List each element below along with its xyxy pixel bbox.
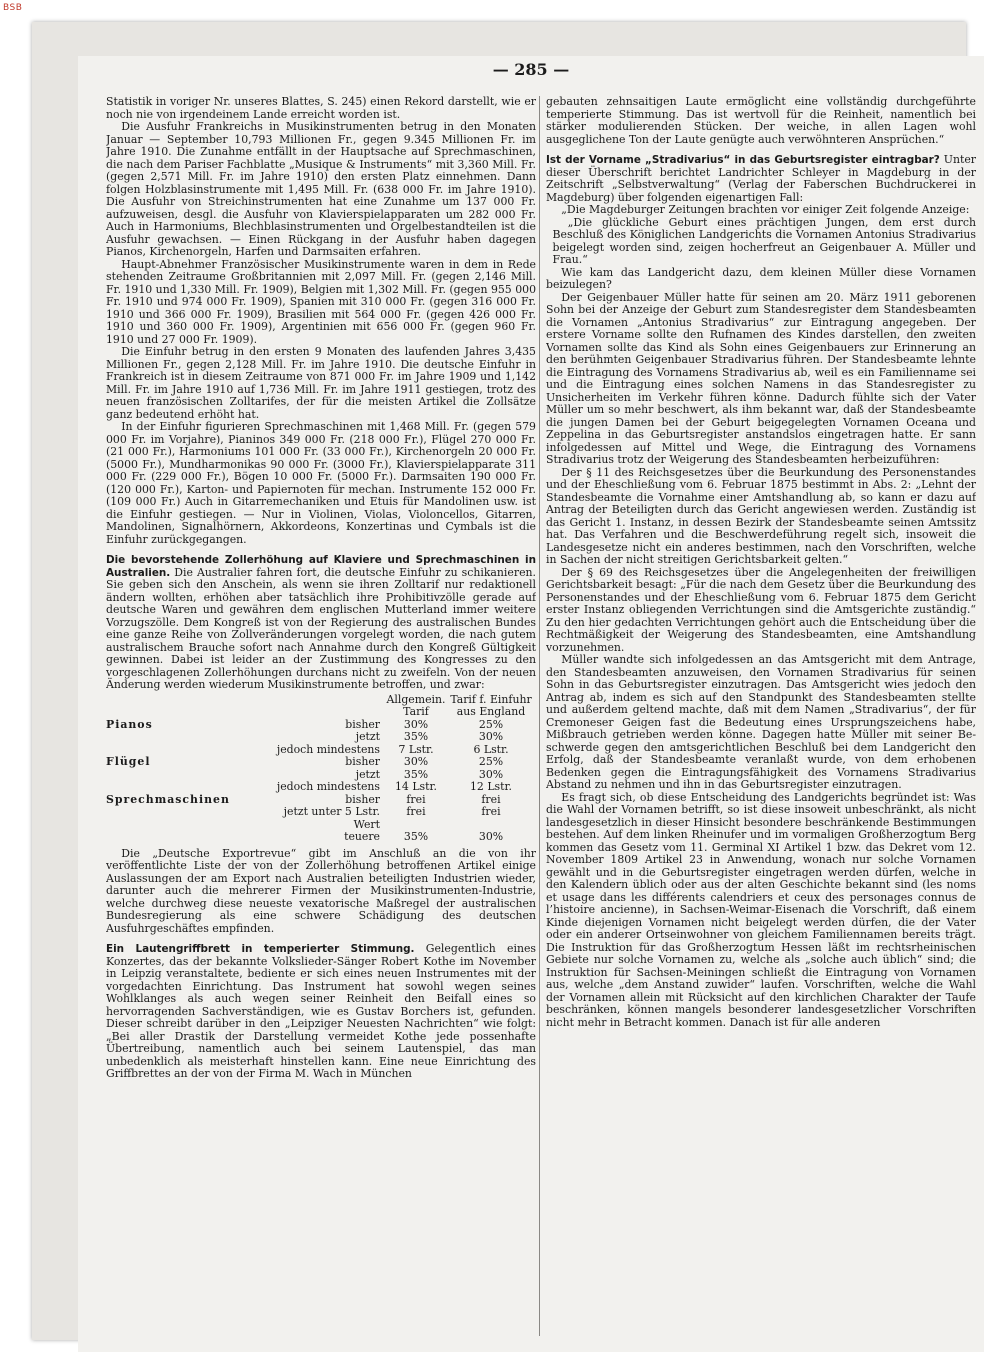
article-body-australia: Die Australier fahren fort, die deutsche Einfuhr zu schikanieren. Sie geben sich den Anschein, als wenn sie ihren Zolltarif nur redaktionell ändern wollten, erhöhen aber tatsächlich ihre Prohibitivzölle gerade auf deutsche Waren und gewähren dem englischen Mutterland immer weitere Vorzugszölle. Dem Kongreß ist von der Regierung des australischen Bundes eine ganze Reihe von Zollveränderungen vorgelegt worden, die nach gutem australischem Brauche sofort nach Annahme durch den Kongreß Gültigkeit gewinnen. Dabei ist leider an der Zustimmung des Kongresses zu den vorgeschlagenen Zollerhöhungen durchans nicht zu zweifeln. Von der neuen Änderung werden wiederum Musikinstrumente betroffen, und zwar: xyxy=(106,565,536,691)
paragraph-einfuhr-details: In der Einfuhr figurieren Sprechmaschinen mit 1,468 Mill. Fr. (gegen 579 000 Fr. im Vorjahre), Pianinos 349 000 Fr. (218 000 Fr.), Flügel 270 000 Fr. (21 000 Fr.), Harmoniums 101 000 Fr. (33 000 Fr.), Kirchenorgeln 20 000 Fr. (5000 Fr.), Mundharmonikas 90 000 Fr. (3000 Fr.), Klavierspielapparate 311 000 Fr. (229 000 Fr.), Bögen 10 000 Fr. (5000 Fr.). Darmsaiten 190 000 Fr. (120 000 Fr.), Karton- und Papiernoten für mechan. Instrumente 152 000 Fr. (109 000 Fr.) Auch in Gitarremechaniken und Etuis für Mandolinen usw. ist die Einfuhr gestiegen. — Nur in Violinen, Violas, Violoncellos, Gitarren, Mandolinen, Signalhörnern, Akkordeons, Konzertinas und Cymbals ist die Einfuhr zurückgegangen. xyxy=(106,420,536,546)
tariff-item xyxy=(106,806,256,831)
tariff-general: frei xyxy=(406,792,426,806)
article-australia xyxy=(106,554,536,692)
tariff-general: 30% xyxy=(403,717,429,731)
tariff-item: Sprechmaschinen xyxy=(106,792,230,806)
tariff-england: 12 Lstr. xyxy=(470,780,512,793)
paragraph-exportrevue: Die „Deutsche Exportrevue“ gibt im Anschluß an die von ihr veröffentlichte Liste der von der Zollerhöhung betroffenen Artikel einige Auslassungen der am Export nach Australien beteiligten Industrien wieder, darunter auch die mehrerer Firmen der Musikinstrumenten-Industrie, welche durchweg diese neueste vexatorische Maßregel der australischen Bundesregierung als eine schwere Schädigung des deutschen Ausfuhrgeschäftes empfinden. xyxy=(106,846,536,935)
paragraph-ausfuhr: Die Ausfuhr Frankreichs in Musikinstrumenten betrug in den Monaten Januar — September 10,793 Millionen Fr., gegen 9.345 Millionen Fr. im Jahre 1910. Die Zunahme entfällt in der Hauptsache auf Sprechmaschinen, die nach dem Pariser Fachblatte „Musique & Instruments“ mit 3,360 Mill. Fr. (gegen 2,571 Mill. Fr. im Jahre 1910) den ersten Platz einnehmen. Dann folgen Holzblasinstrumente mit 1,495 Mill. Fr. (638 000 Fr. im Jahre 1910). Die Ausfuhr von Streichinstrumenten hat eine Zunahme um 137 000 Fr. aufzuweisen, desgl. die Ausfuhr von Klavierspielapparaten um 282 000 Fr. Auch in Harmoniums, Blechblasinstrumenten und Orgelbestandteilen ist die Ausfuhr gewachsen. — Einen Rückgang in der Ausfuhr haben dagegen Pianos, Kirchenorgeln, Harfen und Darmsaiten erfahren. xyxy=(106,120,536,258)
tariff-row xyxy=(106,781,536,794)
tariff-item: Pianos xyxy=(106,717,153,731)
tariff-condition: bisher xyxy=(345,792,380,806)
tariff-header-general-sub: Tarif xyxy=(403,705,429,718)
page-number: — 285 — xyxy=(492,60,570,79)
tariff-table xyxy=(106,694,536,844)
scanned-page xyxy=(32,22,976,1340)
tariff-england: 6 Lstr. xyxy=(473,742,509,756)
tariff-row xyxy=(106,719,536,732)
tariff-england: frei xyxy=(481,805,501,818)
page-sheet xyxy=(78,56,984,1352)
tariff-general: 30% xyxy=(403,755,429,768)
quote-birth-announcement: „Die glückliche Geburt eines prächtigen Jungen, dem erst durch Beschluß des Königlichen Landgerichts die Vornamen Antonius Stradivarius beigelegt worden sind, zeigen hocherfreut an Geigenbauer A. Müller und Frau.“ xyxy=(552,215,976,266)
tariff-header-row-2 xyxy=(106,706,536,719)
paragraph-geigenbauer-mueller: Der Geigenbauer Müller hatte für seinen am 20. März 1911 geborenen Sohn bei der Anzeige der Geburt zum Standesregister dem Standesbeamten die Vornamen „Antonius Stradivarius“ zur Eintragung angegeben. Der erstere Vorname sollte den Rufnamen des Kindes darstellen, den zweiten Vornamen sollte das Kind als Sohn eines Geigenbauers zur Erinnerung an den berühmten Geigenbauer Stradivarius führen. Der Standesbeamte lehnte die Eintragung des Vornamens Stradivarius ab, weil es ein Familienname sei und die Eintragung eines solchen Namens in das Standesregister zu Unsicherheiten im Verkehr führen könne. Dadurch fühlte sich der Vater Müller um so mehr beschwert, als ihm bekannt war, daß der Standesbeamte die jungen Damen bei der Geburt beigegelegten Vornamen Oceana und Zeppelina in das Geburtsregister anstandslos eingetragen hatte. Er sann infolgedessen auf Mittel und Wege, die Eintragung des Vornamens Stradivarius trotz der Weigerung des Standesbeamten herbeizuführen: xyxy=(546,290,976,466)
tariff-row xyxy=(106,831,536,844)
tariff-condition: teuere xyxy=(344,830,380,843)
tariff-condition: bisher xyxy=(345,717,380,731)
library-stamp-label: BSB xyxy=(3,3,23,13)
paragraph-einfuhr: Die Einfuhr betrug in den ersten 9 Monaten des laufenden Jahres 3,435 Millionen Fr., gegen 2,128 Mill. Fr. im Jahre 1910. Die deutsche Einfuhr in Frankreich ist in diesem Zeitraume von 871 000 Fr. im Jahre 1909 und 1,142 Mill. Fr. im Jahre 1910 auf 1,736 Mill. Fr. im Jahre 1911 gestiegen, trotz des neuen französischen Zolltarifes, der für die meisten Artikel die Zollsätze ganz bedeutend erhöht hat. xyxy=(106,345,536,421)
tariff-england: frei xyxy=(481,792,501,806)
tariff-item xyxy=(106,769,256,782)
article-body-stradivarius: Unter dieser Überschrift berichtet Landrichter Schleyer in Magdeburg in der Zeitschrift „Selbstverwaltung“ (Verlag der Faberschen Buchdruckerei in Magdeburg) über folgenden eigenartigen Fall: xyxy=(546,153,976,204)
paragraph-laute-continued: gebauten zehnsaitigen Laute ermöglicht eine vollständig durchgeführte temperierte Stimmung. Das ist wertvoll für die Reinheit, namentlich bei stärker modulierenden Stücken. Der weiche, in allen Lagen wohl ausgeglichene Ton der Laute genügte auch verwöhnteren Ansprüchen.“ xyxy=(546,96,976,146)
paragraph-magdeburger-zeitungen: „Die Magdeburger Zeitungen brachten vor einiger Zeit folgende Anzeige: xyxy=(561,203,970,216)
article-stradivarius xyxy=(546,154,976,204)
tariff-header-england-sub: aus England xyxy=(456,705,526,718)
tariff-england: 25% xyxy=(478,717,504,731)
tariff-general: 35% xyxy=(403,830,429,843)
paragraph-paragraph-11: Der § 11 des Reichsgesetzes über die Beurkundung des Personenstandes und der Eheschließung vom 6. Februar 1875 bestimmt in Abs. 2: „Lehnt der Standesbeamte die Vornahme einer Amtshandlung ab, so kann er dazu auf Antrag der Beteiligten durch das Gericht angewiesen werden. Zuständig ist das Gericht 1. Instanz, in dessen Bezirk der Standesbeamte seinen Amtssitz hat. Das Verfahren und die Beschwerdeführung regelt sich, insoweit die Landesgesetze nicht ein anderes bestimmen, nach den Vorschriften, welche in Sachen der nicht streitigen Gerichtsbarkeit gelten.“ xyxy=(546,465,976,566)
left-column xyxy=(106,96,536,1336)
tariff-condition: jetzt xyxy=(355,730,380,743)
tariff-england: 30% xyxy=(478,830,504,843)
paragraph-amtsgericht: Müller wandte sich infolgedessen an das Amtsgericht mit dem Antrage, den Standesbeamten anzuweisen, den Vornamen Stradivarius für seinen Sohn in das Geburtsregister einzutragen. Das Amtsgericht wies jedoch den Antrag ab, indem es sich auf den Standpunkt des Standesbeamten stellte und außerdem geltend machte, daß mit dem Namen „Stradivarius“, der für Cremoneser Geigen fast die Bedeutung eines Ursprungszeichens habe, Mißbrauch getrieben werden könne. Dagegen hatte Müller mit seiner Beschwerde gegen den amtsgerichtlichen Beschluß bei dem Landgericht den Erfolg, daß der Standesbeamte veranlaßt wurde, von dem erhobenen Bedenken gegen die Eintragungsfähigkeit des Vornamens Stradivarius Abstand zu nehmen und ihn in das Geburtsregister einzutragen. xyxy=(546,653,976,791)
article-heading-australia: Die bevorstehende Zollerhöhung auf Klaviere und Sprechmaschinen in Australien. xyxy=(106,554,536,579)
tariff-general: 7 Lstr. xyxy=(398,742,434,756)
tariff-england: 25% xyxy=(478,755,504,768)
tariff-general: 14 Lstr. xyxy=(395,780,437,793)
tariff-row xyxy=(106,756,536,769)
tariff-item xyxy=(106,781,256,794)
paragraph-haupt-abnehmer: Haupt-Abnehmer Französischer Musikinstrumente waren in dem in Rede stehenden Zeitraume Großbritannien mit 2,097 Mill. Fr. (gegen 2,146 Mill. Fr. 1910 und 1,330 Mill. Fr. 1909), Belgien mit 1,302 Mill. Fr. (gegen 955 000 Fr. 1910 und 974 000 Fr. 1909), Spanien mit 310 000 Fr. (gegen 316 000 Fr. 1910 und 366 000 Fr. 1909), Brasilien mit 564 000 Fr. (gegen 426 000 Fr. 1910 und 360 000 Fr. 1909), Argentinien mit 656 000 Fr. (gegen 960 Fr. 1910 und 27 000 Fr. 1909). xyxy=(106,257,536,346)
paragraph-statistik: Statistik in voriger Nr. unseres Blattes, S. 245) einen Rekord darstellt, wie er noch nie von irgendeinem Lande erreicht worden ist. xyxy=(106,96,536,121)
tariff-general: 35% xyxy=(403,730,429,743)
tariff-condition: jedoch mindestens xyxy=(276,742,380,756)
tariff-item xyxy=(106,731,256,744)
tariff-condition: bisher xyxy=(345,755,380,768)
column-divider xyxy=(539,96,540,1336)
tariff-general: frei xyxy=(406,805,426,818)
article-body-lautengriffbrett: Gelegentlich eines Konzertes, das der bekannte Volkslieder-Sänger Robert Kothe im November in Leipzig veranstaltete, bediente er sich eines neuen Instrumentes mit der vorgedachten Einrichtung. Das Instrument hat sowohl wegen seines Wohlklanges als auch wegen seiner Reinheit den Beifall eines so hervorragenden Sachverständigen, wie es Gustav Borchers ist, gefunden. Dieser schreibt darüber in den „Leipziger Neuesten Nachrichten“ wie folgt: „Bei aller Drastik der Darstellung vermeidet Kothe jede possenhafte Übertreibung, namentlich auch bei seinem Lautenspiel, das man unbedenklich als meisterhaft hinstellen kann. Eine neue Einrichtung des Griffbrettes an der von der Firma M. Wach in München xyxy=(106,942,536,1080)
tariff-item: Flügel xyxy=(106,755,151,768)
right-column xyxy=(546,96,976,1336)
tariff-condition: jedoch mindestens xyxy=(276,780,380,793)
tariff-condition: jetzt unter 5 Lstr. Wert xyxy=(283,805,380,831)
tariff-england: 30% xyxy=(478,730,504,743)
paragraph-entscheidung: Es fragt sich, ob diese Entscheidung des Landgerichts begründet ist: Was die Wahl der Vornamen betrifft, so ist diese insoweit unbeschränkt, als nicht landesgesetzlich in dieser Hinsicht besondere beschränkende Bestimmungen bestehen. Auf dem linken Rheinufer und im vormaligen Großherzogtum Berg kommen das Gesetz vom 11. Germinal XI Artikel 1 bzw. das Dekret vom 12. November 1809 Artikel 23 in Anwendung, wonach nur solche Vornamen gewählt und in die Geburtsregister eingetragen werden dürfen, welche in den Kalendern üblich oder aus der alten Geschichte bekannt sind (les noms et usage dans les différents calendriers et ceux des personages connus de l’histoire ancienne), in Sachsen-Weimar-Eisenach die Vorschrift, daß einem Kinde diejenigen Vornamen nicht beigelegt werden dürfen, die der Vater oder ein anderer Ortseinwohner von gleichem Familiennamen bereits trägt. Die Instruktion für das Großherzogtum Hessen läßt im rechtsrheinischen Gebiete nur solche Vornamen zu, welche als „solche auch üblich“ sind; die Instruktion für Sachsen-Meiningen schließt die Eintragung von Vornamen aus, welche „dem Anstand zuwider“ laufen. Vorschriften, welche die Wahl der Vornamen allein mit Rücksicht auf den kirchlichen Charakter der Taufe beschränken, können mangels besonderer landesgesetzlicher Vorschriften nicht mehr in Betracht kommen. Danach ist für alle anderen xyxy=(546,790,976,1029)
paragraph-question: Wie kam das Landgericht dazu, dem kleinen Müller diese Vornamen beizulegen? xyxy=(546,265,976,291)
tariff-condition: jetzt xyxy=(355,767,380,781)
tariff-row xyxy=(106,731,536,744)
article-heading-stradivarius: Ist der Vorname „Stradivarius“ in das Geburtsregister eintragbar? xyxy=(546,154,940,166)
article-heading-lautengriffbrett: Ein Lautengriffbrett in temperierter Stimmung. xyxy=(106,943,415,955)
paragraph-paragraph-69: Der § 69 des Reichsgesetzes über die Angelegenheiten der freiwilligen Gerichtsbarkeit besagt: „Für die nach dem Gesetz über die Beurkundung des Personenstandes und der Eheschließung vom 6. Februar 1875 dem Gericht erster Instanz obliegenden Verrichtungen sind die Amtsgerichte zuständig.“ Zu den hier gedachten Verrichtungen gehört auch die Entscheidung über die Rechtmäßigkeit der Weigerung des Standesbeamten, eine Amtshandlung vorzunehmen. xyxy=(546,565,976,654)
tariff-england: 30% xyxy=(478,767,504,781)
tariff-item xyxy=(106,831,256,844)
tariff-general: 35% xyxy=(403,767,429,781)
tariff-header-england: Tarif f. Einfuhr xyxy=(450,692,532,706)
tariff-header-general: Allgemein. xyxy=(386,692,446,706)
tariff-row xyxy=(106,806,536,831)
tariff-row xyxy=(106,744,536,757)
article-lautengriffbrett xyxy=(106,943,536,1081)
